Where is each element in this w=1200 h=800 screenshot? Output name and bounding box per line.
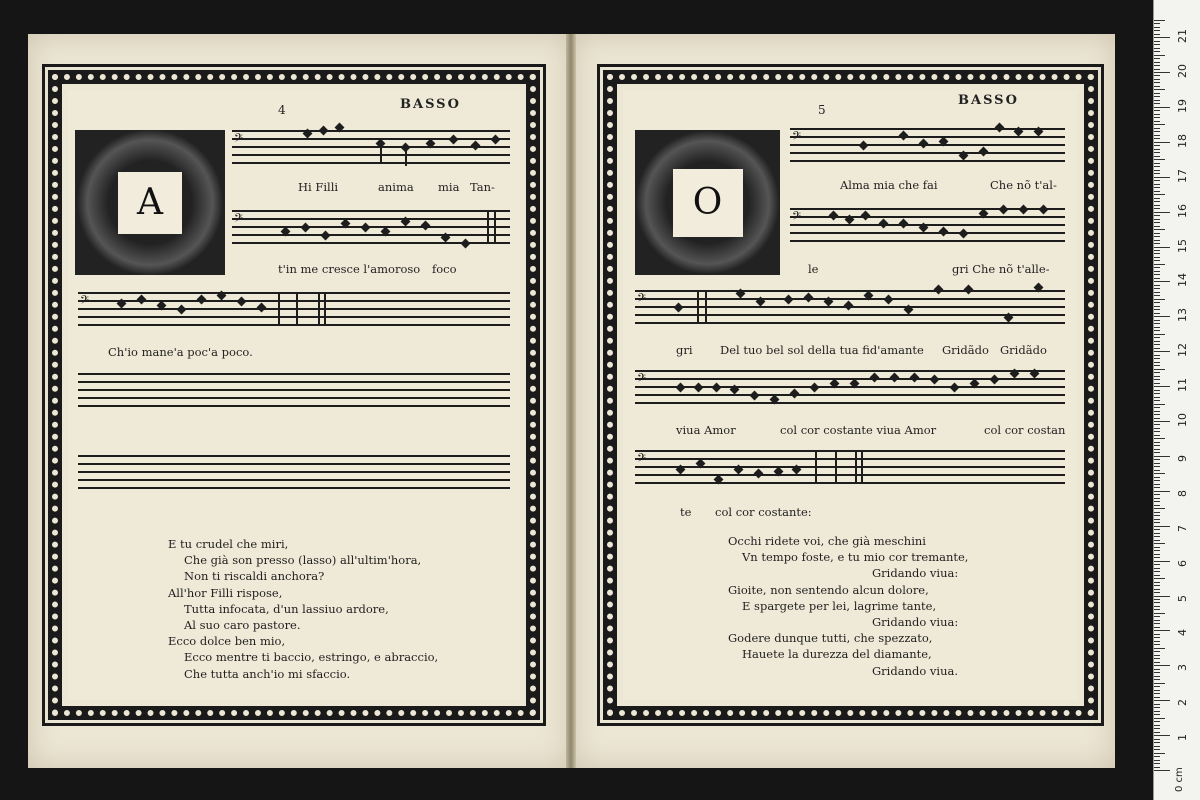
ruler-tick bbox=[1154, 561, 1170, 562]
ruler-tick bbox=[1154, 463, 1160, 464]
ruler-tick bbox=[1154, 288, 1160, 289]
ruler-tick bbox=[1154, 529, 1160, 530]
music-staff: 𝄢 bbox=[790, 128, 1065, 162]
ruler-tick bbox=[1154, 58, 1160, 59]
ruler-tick bbox=[1154, 602, 1160, 603]
ruler-tick bbox=[1154, 404, 1165, 405]
music-staff: 𝄢 bbox=[635, 290, 1065, 324]
ruler-tick bbox=[1154, 355, 1160, 356]
poem-line: Occhi ridete voi, che già meschini bbox=[728, 534, 926, 548]
ruler-tick bbox=[1154, 309, 1160, 310]
ruler-tick bbox=[1154, 37, 1170, 38]
ruler-tick bbox=[1154, 219, 1160, 220]
ruler-tick bbox=[1154, 589, 1160, 590]
left-page-number: 4 bbox=[278, 103, 286, 117]
ruler-tick bbox=[1154, 459, 1160, 460]
ruler-tick bbox=[1154, 341, 1160, 342]
ruler-tick bbox=[1154, 215, 1160, 216]
right-page-header: BASSO bbox=[958, 93, 1019, 108]
poem-line: E spargete per lei, lagrime tante, bbox=[742, 598, 937, 613]
ruler-tick bbox=[1154, 131, 1160, 132]
ruler-tick bbox=[1154, 557, 1160, 558]
ruler-tick bbox=[1154, 383, 1160, 384]
ruler-tick bbox=[1154, 48, 1160, 49]
ruler-tick bbox=[1154, 166, 1160, 167]
ruler-tick bbox=[1154, 725, 1160, 726]
ruler-tick bbox=[1154, 285, 1160, 286]
ruler-tick bbox=[1154, 540, 1160, 541]
ruler-tick bbox=[1154, 86, 1160, 87]
lyric-text: te bbox=[680, 505, 692, 519]
poem-line: Hauete la durezza del diamante, bbox=[742, 647, 932, 662]
ruler-number: 19 bbox=[1176, 98, 1189, 113]
ruler-tick bbox=[1154, 456, 1170, 457]
ruler-number: 6 bbox=[1176, 559, 1189, 567]
ruler-tick bbox=[1154, 550, 1160, 551]
ruler-tick bbox=[1154, 515, 1160, 516]
ruler-tick bbox=[1154, 100, 1160, 101]
ruler-tick bbox=[1154, 334, 1165, 335]
ruler-number: 10 bbox=[1176, 413, 1189, 427]
ruler-tick bbox=[1154, 274, 1160, 275]
ruler-tick bbox=[1154, 240, 1160, 241]
ruler-tick bbox=[1154, 407, 1160, 408]
ruler-tick bbox=[1154, 82, 1160, 83]
ruler-tick bbox=[1154, 327, 1160, 328]
ruler-tick bbox=[1154, 156, 1160, 157]
empty-music-staff bbox=[78, 373, 510, 407]
ruler-tick bbox=[1154, 554, 1160, 555]
ruler-tick bbox=[1154, 676, 1160, 677]
ruler-tick bbox=[1154, 442, 1160, 443]
initial-letter: A bbox=[118, 172, 182, 234]
ruler-tick bbox=[1154, 351, 1170, 352]
ruler-tick bbox=[1154, 494, 1160, 495]
ruler-tick bbox=[1154, 295, 1160, 296]
ruler-tick bbox=[1154, 250, 1160, 251]
ruler-tick bbox=[1154, 739, 1160, 740]
ruler-number: 16 bbox=[1176, 203, 1189, 218]
ruler-tick bbox=[1154, 585, 1160, 586]
ruler-tick bbox=[1154, 41, 1160, 42]
ruler-tick bbox=[1154, 278, 1160, 279]
ruler-tick bbox=[1154, 107, 1170, 108]
ruler-number: 17 bbox=[1176, 168, 1189, 183]
ruler-tick bbox=[1154, 704, 1160, 705]
measurement-ruler bbox=[1153, 0, 1200, 800]
ruler-number: 2 bbox=[1176, 699, 1189, 707]
ruler-tick bbox=[1154, 718, 1165, 719]
ruler-tick bbox=[1154, 96, 1160, 97]
lyric-text: col cor costan bbox=[984, 423, 1066, 437]
ruler-tick bbox=[1154, 641, 1160, 642]
ruler-tick bbox=[1154, 205, 1160, 206]
ruler-tick bbox=[1154, 51, 1160, 52]
ruler-tick bbox=[1154, 30, 1160, 31]
ruler-tick bbox=[1154, 735, 1170, 736]
ruler-unit-label: 0 cm bbox=[1174, 767, 1185, 792]
ruler-tick bbox=[1154, 386, 1170, 387]
ruler-tick bbox=[1154, 400, 1160, 401]
ruler-tick bbox=[1154, 728, 1160, 729]
ruler-tick bbox=[1154, 613, 1165, 614]
ruler-number: 15 bbox=[1176, 238, 1189, 253]
ruler-tick bbox=[1154, 683, 1165, 684]
ruler-tick bbox=[1154, 672, 1160, 673]
ruler-tick bbox=[1154, 753, 1165, 754]
ruler-tick bbox=[1154, 393, 1160, 394]
ruler-tick bbox=[1154, 20, 1165, 21]
ruler-tick bbox=[1154, 452, 1160, 453]
poem-line: Godere dunque tutti, che spezzato, bbox=[728, 631, 933, 646]
ruler-tick bbox=[1154, 599, 1160, 600]
ruler-tick bbox=[1154, 75, 1160, 76]
ruler-tick bbox=[1154, 128, 1160, 129]
ruler-tick bbox=[1154, 693, 1160, 694]
ruler-tick bbox=[1154, 690, 1160, 691]
ruler-tick bbox=[1154, 756, 1160, 757]
music-staff: 𝄢 bbox=[635, 370, 1065, 404]
ruler-tick bbox=[1154, 365, 1160, 366]
ruler-tick bbox=[1154, 184, 1160, 185]
book-gutter bbox=[566, 34, 576, 768]
poem-line: E tu crudel che miri, bbox=[168, 537, 289, 551]
ruler-tick bbox=[1154, 124, 1165, 125]
ruler-tick bbox=[1154, 732, 1160, 733]
ruler-tick bbox=[1154, 480, 1160, 481]
ruler-tick bbox=[1154, 431, 1160, 432]
ruler-number: 14 bbox=[1176, 273, 1189, 288]
ruler-tick bbox=[1154, 379, 1160, 380]
ruler-tick bbox=[1154, 498, 1160, 499]
ruler-tick bbox=[1154, 62, 1160, 63]
ruler-tick bbox=[1154, 767, 1160, 768]
ruler-tick bbox=[1154, 121, 1160, 122]
ruler-tick bbox=[1154, 592, 1160, 593]
ruler-tick bbox=[1154, 634, 1160, 635]
ruler-tick bbox=[1154, 742, 1160, 743]
poem-line: Tutta infocata, d'un lassiuo ardore, bbox=[184, 601, 389, 616]
ruler-tick bbox=[1154, 438, 1165, 439]
right-poem bbox=[728, 533, 968, 679]
ruler-tick bbox=[1154, 358, 1160, 359]
ruler-tick bbox=[1154, 651, 1160, 652]
ruler-tick bbox=[1154, 707, 1160, 708]
music-staff: 𝄢 bbox=[78, 292, 510, 326]
ruler-tick bbox=[1154, 302, 1160, 303]
ruler-tick bbox=[1154, 145, 1160, 146]
ruler-tick bbox=[1154, 575, 1160, 576]
ruler-tick bbox=[1154, 135, 1160, 136]
ruler-tick bbox=[1154, 711, 1160, 712]
ruler-tick bbox=[1154, 630, 1170, 631]
lyric-text: Ch'io mane'a poc'a poco. bbox=[108, 345, 253, 359]
ruler-tick bbox=[1154, 484, 1160, 485]
ruler-tick bbox=[1154, 93, 1160, 94]
poem-line: Gridando viua. bbox=[872, 663, 959, 678]
poem-line: Gridando viua: bbox=[872, 615, 959, 630]
ruler-tick bbox=[1154, 69, 1160, 70]
ruler-tick bbox=[1154, 44, 1160, 45]
ruler-tick bbox=[1154, 323, 1160, 324]
ruler-tick bbox=[1154, 526, 1170, 527]
lyric-text: Hi Filli bbox=[298, 180, 339, 194]
ruler-tick bbox=[1154, 229, 1165, 230]
ruler-tick bbox=[1154, 194, 1165, 195]
ruler-tick bbox=[1154, 596, 1170, 597]
left-page-header: BASSO bbox=[400, 97, 461, 112]
ruler-tick bbox=[1154, 568, 1160, 569]
ruler-tick bbox=[1154, 260, 1160, 261]
lyric-text: anima bbox=[378, 180, 414, 194]
ruler-tick bbox=[1154, 191, 1160, 192]
ruler-tick bbox=[1154, 547, 1160, 548]
ruler-tick bbox=[1154, 578, 1165, 579]
ruler-tick bbox=[1154, 348, 1160, 349]
music-staff: 𝄢 bbox=[635, 450, 1065, 484]
poem-line: All'hor Filli rispose, bbox=[168, 585, 283, 600]
ruler-number: 4 bbox=[1176, 629, 1189, 637]
ruler-tick bbox=[1154, 571, 1160, 572]
lyric-text: Tan- bbox=[470, 180, 495, 194]
initial-letter: O bbox=[673, 169, 743, 237]
ruler-tick bbox=[1154, 519, 1160, 520]
ruler-tick bbox=[1154, 23, 1160, 24]
ruler-tick bbox=[1154, 34, 1160, 35]
decorated-initial-a bbox=[75, 130, 225, 275]
lyric-text: Del tuo bel sol della tua fid'amante bbox=[720, 343, 924, 357]
ruler-tick bbox=[1154, 686, 1160, 687]
ruler-tick bbox=[1154, 749, 1160, 750]
ruler-tick bbox=[1154, 424, 1160, 425]
ruler-number: 20 bbox=[1176, 64, 1189, 78]
ruler-number: 7 bbox=[1176, 524, 1189, 532]
lyric-text: gri bbox=[676, 343, 693, 357]
ruler-tick bbox=[1154, 271, 1160, 272]
ruler-tick bbox=[1154, 257, 1160, 258]
poem-line: Vn tempo foste, e tu mio cor tremante, bbox=[742, 550, 969, 565]
ruler-number: 11 bbox=[1176, 378, 1189, 393]
ruler-tick bbox=[1154, 609, 1160, 610]
ruler-tick bbox=[1154, 201, 1160, 202]
ruler-tick bbox=[1154, 226, 1160, 227]
ruler-tick bbox=[1154, 376, 1160, 377]
ruler-tick bbox=[1154, 159, 1165, 160]
poem-line: Ecco mentre ti baccio, estringo, e abraccio, bbox=[184, 650, 439, 665]
ruler-tick bbox=[1154, 299, 1165, 300]
ruler-tick bbox=[1154, 180, 1160, 181]
ruler-tick bbox=[1154, 170, 1160, 171]
ruler-tick bbox=[1154, 103, 1160, 104]
ruler-tick bbox=[1154, 362, 1160, 363]
ruler-tick bbox=[1154, 198, 1160, 199]
ruler-tick bbox=[1154, 700, 1170, 701]
ruler-tick bbox=[1154, 477, 1160, 478]
ruler-tick bbox=[1154, 644, 1160, 645]
lyric-text: foco bbox=[432, 262, 457, 276]
ruler-tick bbox=[1154, 110, 1160, 111]
ruler-tick bbox=[1154, 770, 1170, 771]
ruler-tick bbox=[1154, 470, 1160, 471]
ruler-tick bbox=[1154, 491, 1170, 492]
ruler-tick bbox=[1154, 65, 1160, 66]
lyric-text: Alma mia che fai bbox=[840, 178, 938, 192]
ruler-tick bbox=[1154, 627, 1160, 628]
ruler-tick bbox=[1154, 466, 1160, 467]
ruler-tick bbox=[1154, 763, 1160, 764]
ruler-tick bbox=[1154, 173, 1160, 174]
music-staff: 𝄢 bbox=[232, 130, 510, 164]
ruler-tick bbox=[1154, 508, 1165, 509]
ruler-number: 3 bbox=[1176, 664, 1189, 672]
ruler-tick bbox=[1154, 177, 1170, 178]
ruler-tick bbox=[1154, 89, 1165, 90]
ruler-tick bbox=[1154, 55, 1165, 56]
poem-line: Che tutta anch'io mi sfaccio. bbox=[184, 666, 351, 681]
ruler-number: 9 bbox=[1176, 454, 1189, 462]
ruler-tick bbox=[1154, 344, 1160, 345]
ruler-tick bbox=[1154, 372, 1160, 373]
ruler-tick bbox=[1154, 247, 1170, 248]
ruler-tick bbox=[1154, 411, 1160, 412]
ruler-tick bbox=[1154, 142, 1170, 143]
music-staff: 𝄢 bbox=[232, 210, 510, 244]
ruler-tick bbox=[1154, 746, 1160, 747]
ruler-tick bbox=[1154, 421, 1170, 422]
ruler-number: 18 bbox=[1176, 133, 1189, 148]
ruler-number: 13 bbox=[1176, 308, 1189, 323]
ruler-tick bbox=[1154, 208, 1160, 209]
poem-line: Che già son presso (lasso) all'ultim'hora, bbox=[184, 553, 422, 568]
ruler-tick bbox=[1154, 253, 1160, 254]
ruler-tick bbox=[1154, 212, 1170, 213]
ruler-number: 8 bbox=[1176, 489, 1189, 497]
left-poem bbox=[168, 536, 438, 682]
ruler-tick bbox=[1154, 449, 1160, 450]
ruler-tick bbox=[1154, 163, 1160, 164]
ruler-number: 12 bbox=[1176, 343, 1189, 358]
ruler-tick bbox=[1154, 623, 1160, 624]
ruler-tick bbox=[1154, 512, 1160, 513]
ruler-tick bbox=[1154, 414, 1160, 415]
ruler-tick bbox=[1154, 473, 1165, 474]
poem-line: Non ti riscaldi anchora? bbox=[184, 569, 325, 584]
ruler-tick bbox=[1154, 369, 1165, 370]
ruler-tick bbox=[1154, 313, 1160, 314]
lyric-text: gri Che nõ t'alle- bbox=[952, 262, 1050, 276]
ruler-tick bbox=[1154, 582, 1160, 583]
ruler-tick bbox=[1154, 79, 1160, 80]
ruler-tick bbox=[1154, 418, 1160, 419]
ruler-tick bbox=[1154, 236, 1160, 237]
right-page-number: 5 bbox=[818, 103, 826, 117]
ruler-tick bbox=[1154, 281, 1170, 282]
ruler-tick bbox=[1154, 292, 1160, 293]
ruler-tick bbox=[1154, 501, 1160, 502]
ruler-tick bbox=[1154, 505, 1160, 506]
ruler-tick bbox=[1154, 233, 1160, 234]
poem-line: Ecco dolce ben mio, bbox=[168, 634, 286, 649]
ruler-tick bbox=[1154, 662, 1160, 663]
lyric-text: Gridãdo bbox=[942, 343, 989, 357]
ruler-tick bbox=[1154, 564, 1160, 565]
poem-line: Al suo caro pastore. bbox=[184, 618, 301, 633]
ruler-tick bbox=[1154, 390, 1160, 391]
ruler-tick bbox=[1154, 522, 1160, 523]
ruler-tick bbox=[1154, 152, 1160, 153]
ruler-tick bbox=[1154, 267, 1160, 268]
ruler-number: 21 bbox=[1176, 29, 1189, 44]
ruler-tick bbox=[1154, 533, 1160, 534]
ruler-tick bbox=[1154, 114, 1160, 115]
ruler-tick bbox=[1154, 760, 1160, 761]
ruler-tick bbox=[1154, 445, 1160, 446]
ruler-tick bbox=[1154, 620, 1160, 621]
ruler-number: 1 bbox=[1176, 734, 1189, 742]
ruler-tick bbox=[1154, 320, 1160, 321]
ruler-tick bbox=[1154, 72, 1170, 73]
ruler-tick bbox=[1154, 187, 1160, 188]
ruler-tick bbox=[1154, 616, 1160, 617]
ruler-tick bbox=[1154, 264, 1165, 265]
poem-line: Gridando viua: bbox=[872, 566, 959, 581]
ruler-tick bbox=[1154, 714, 1160, 715]
ruler-tick bbox=[1154, 721, 1160, 722]
ruler-tick bbox=[1154, 337, 1160, 338]
ruler-tick bbox=[1154, 149, 1160, 150]
lyric-text: t'in me cresce l'amoroso bbox=[278, 262, 421, 276]
ruler-number: 5 bbox=[1176, 594, 1189, 602]
ruler-tick bbox=[1154, 27, 1160, 28]
ruler-tick bbox=[1154, 606, 1160, 607]
ruler-tick bbox=[1154, 243, 1160, 244]
ruler-tick bbox=[1154, 428, 1160, 429]
ruler-tick bbox=[1154, 536, 1160, 537]
poem-line: Gioite, non sentendo alcun dolore, bbox=[728, 582, 929, 597]
ruler-tick bbox=[1154, 669, 1160, 670]
lyric-text: col cor costante: bbox=[715, 505, 812, 519]
music-staff: 𝄢 bbox=[790, 208, 1065, 242]
ruler-tick bbox=[1154, 655, 1160, 656]
lyric-text: le bbox=[808, 262, 819, 276]
ruler-tick bbox=[1154, 222, 1160, 223]
ruler-tick bbox=[1154, 648, 1165, 649]
ruler-tick bbox=[1154, 117, 1160, 118]
ruler-tick bbox=[1154, 306, 1160, 307]
ruler-tick bbox=[1154, 697, 1160, 698]
lyric-text: Che nõ t'al- bbox=[990, 178, 1057, 192]
ruler-tick bbox=[1154, 487, 1160, 488]
decorated-initial-o bbox=[635, 130, 780, 275]
ruler-tick bbox=[1154, 637, 1160, 638]
ruler-tick bbox=[1154, 658, 1160, 659]
ruler-tick bbox=[1154, 330, 1160, 331]
lyric-text: mia bbox=[438, 180, 460, 194]
lyric-text: Gridãdo bbox=[1000, 343, 1047, 357]
ruler-tick bbox=[1154, 316, 1170, 317]
ruler-tick bbox=[1154, 543, 1165, 544]
ruler-tick bbox=[1154, 397, 1160, 398]
lyric-text: viua Amor bbox=[676, 423, 736, 437]
ruler-tick bbox=[1154, 138, 1160, 139]
lyric-text: col cor costante viua Amor bbox=[780, 423, 937, 437]
ruler-tick bbox=[1154, 665, 1170, 666]
empty-music-staff bbox=[78, 455, 510, 489]
ruler-tick bbox=[1154, 435, 1160, 436]
ruler-tick bbox=[1154, 679, 1160, 680]
